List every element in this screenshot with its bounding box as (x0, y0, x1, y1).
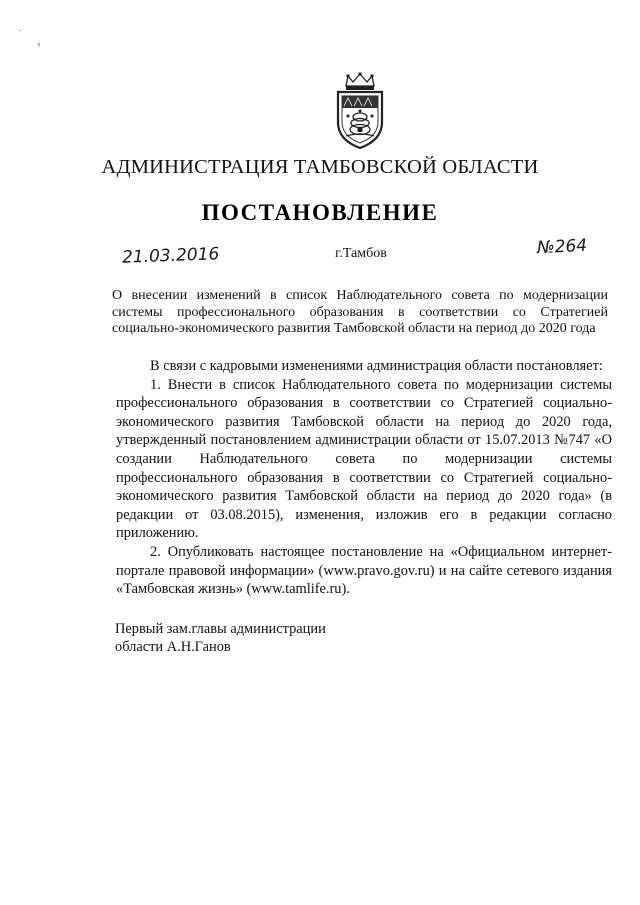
handwritten-number: №264 (536, 235, 588, 259)
handwritten-date: 21.03.2016 (121, 244, 220, 268)
signatory-title: Первый зам.главы администрации (115, 621, 326, 637)
scan-mark: › (37, 38, 41, 50)
preamble-paragraph: В связи с кадровыми изменениями администрация области постановляет: (150, 358, 603, 374)
resolution-body (116, 357, 612, 599)
resolution-subject: О внесении изменений в список Наблюдательного совета по модернизации системы профессионального образования в соответствии со Стратегией социально-экономического развития Тамбовской области на период до 2020 года (112, 288, 608, 336)
signatory-name: области А.Н.Ганов (115, 639, 231, 655)
item-2-paragraph: 2. Опубликовать настоящее постановление на «Официальном интернет-портале правовой информации» (www.pravo.gov.ru) и на сайте сетевого издания «Тамбовская жизнь» (www.tamlife.ru). (116, 543, 612, 598)
item-1-paragraph: 1. Внести в список Наблюдательного совета по модернизации системы профессионального образования в соответствии со Стратегией социально-экономического развития Тамбовской области на период до 2020 года, утвержденный постановлением администрации области от 15.07.2013 №747 «О создании Наблюдательного совета по модернизации системы профессионального образования в соответствии со Стратегией социально-экономического развития Тамбовской области на период до 2020 года» (в редакции от 03.08.2015), изменения, изложив его в редакции согласно приложению. (116, 376, 612, 542)
city-label: г.Тамбов (335, 246, 387, 261)
signature-block (115, 620, 415, 656)
document-type-heading: ПОСТАНОВЛЕНИЕ (201, 200, 439, 225)
scan-mark: ˙ (18, 28, 22, 40)
agency-name: АДМИНИСТРАЦИЯ ТАМБОВСКОЙ ОБЛАСТИ (101, 156, 539, 178)
tambov-coat-of-arms-icon (330, 72, 390, 152)
